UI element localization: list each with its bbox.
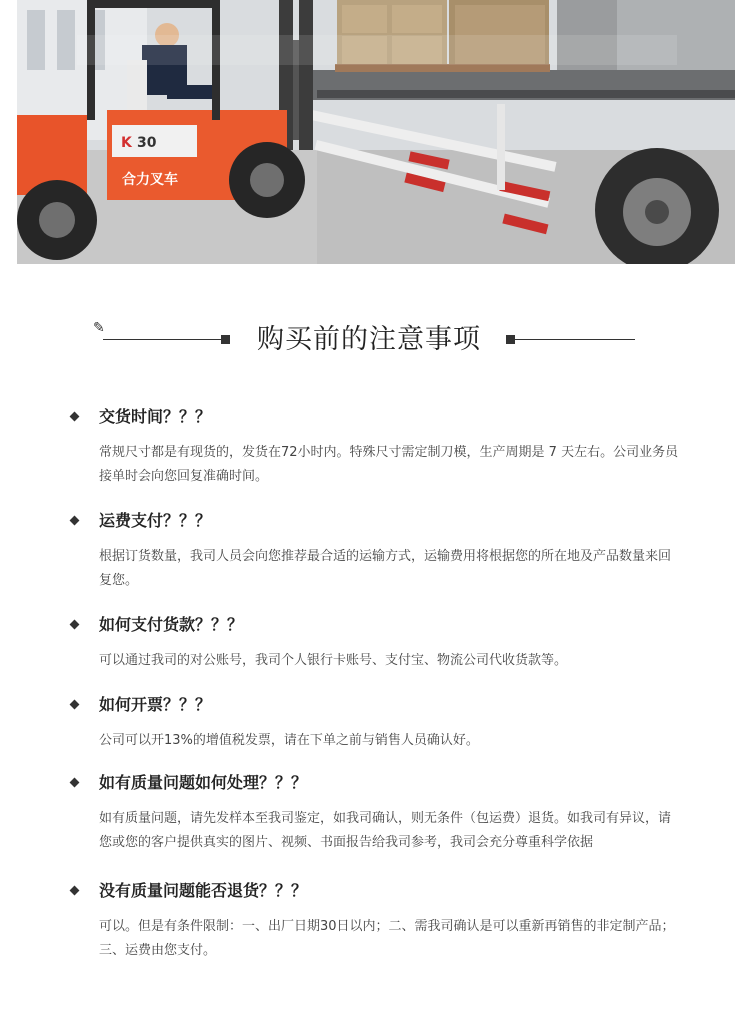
diamond-bullet-icon — [70, 886, 80, 896]
diamond-bullet-icon — [70, 778, 80, 788]
section-heading — [0, 312, 750, 368]
heading-square-right — [506, 335, 515, 344]
diamond-bullet-icon — [70, 516, 80, 526]
faq-answer: 可以通过我司的对公账号，我司个人银行卡账号、支付宝、物流公司代收货款等。 — [99, 653, 568, 668]
forklift-brand-label: 合力叉车 — [122, 172, 178, 188]
faq-question: 如何开票？？？ — [99, 695, 212, 714]
page-title: 购买前的注意事项 — [257, 324, 481, 355]
faq-question: 运费支付？？？ — [99, 511, 212, 530]
faq-question: 没有质量问题能否退货？？？ — [99, 881, 308, 900]
diamond-bullet-icon — [70, 700, 80, 710]
faq-question: 如有质量问题如何处理？？？ — [99, 773, 308, 792]
hero-photo — [17, 0, 735, 264]
faq-question: 交货时间？？？ — [99, 407, 212, 426]
faq-question: 如何支付货款？？？ — [99, 615, 244, 634]
faq-answer: 可以。但是有条件限制：一、出厂日期30日以内；二、需我司确认是可以重新再销售的非定制产品；三、运费由您支付。 — [99, 919, 675, 958]
pin-icon: ✎ — [93, 320, 105, 336]
diamond-bullet-icon — [70, 412, 80, 422]
heading-divider-right — [515, 339, 635, 340]
faq-answer: 如有质量问题，请先发样本至我司鉴定，如我司确认，则无条件（包运费）退货。如我司有异议，请您或您的客户提供真实的图片、视频、书面报告给我司参考，我司会充分尊重科学依据 — [99, 811, 672, 850]
diamond-bullet-icon — [70, 620, 80, 630]
forklift-logo: K — [121, 135, 132, 151]
heading-square-left — [221, 335, 230, 344]
forklift-model-label: 30 — [137, 135, 157, 151]
faq-answer: 根据订货数量，我司人员会向您推荐最合适的运输方式，运输费用将根据您的所在地及产品数量来回复您。 — [99, 549, 672, 588]
heading-divider-left — [103, 339, 223, 340]
faq-answer: 常规尺寸都是有现货的，发货在72小时内。特殊尺寸需定制刀模，生产周期是 7 天左右。公司业务员接单时会向您回复准确时间。 — [99, 445, 679, 484]
faq-answer: 公司可以开13%的增值税发票，请在下单之前与销售人员确认好。 — [99, 733, 479, 748]
forklift-truck-illustration — [17, 0, 735, 264]
